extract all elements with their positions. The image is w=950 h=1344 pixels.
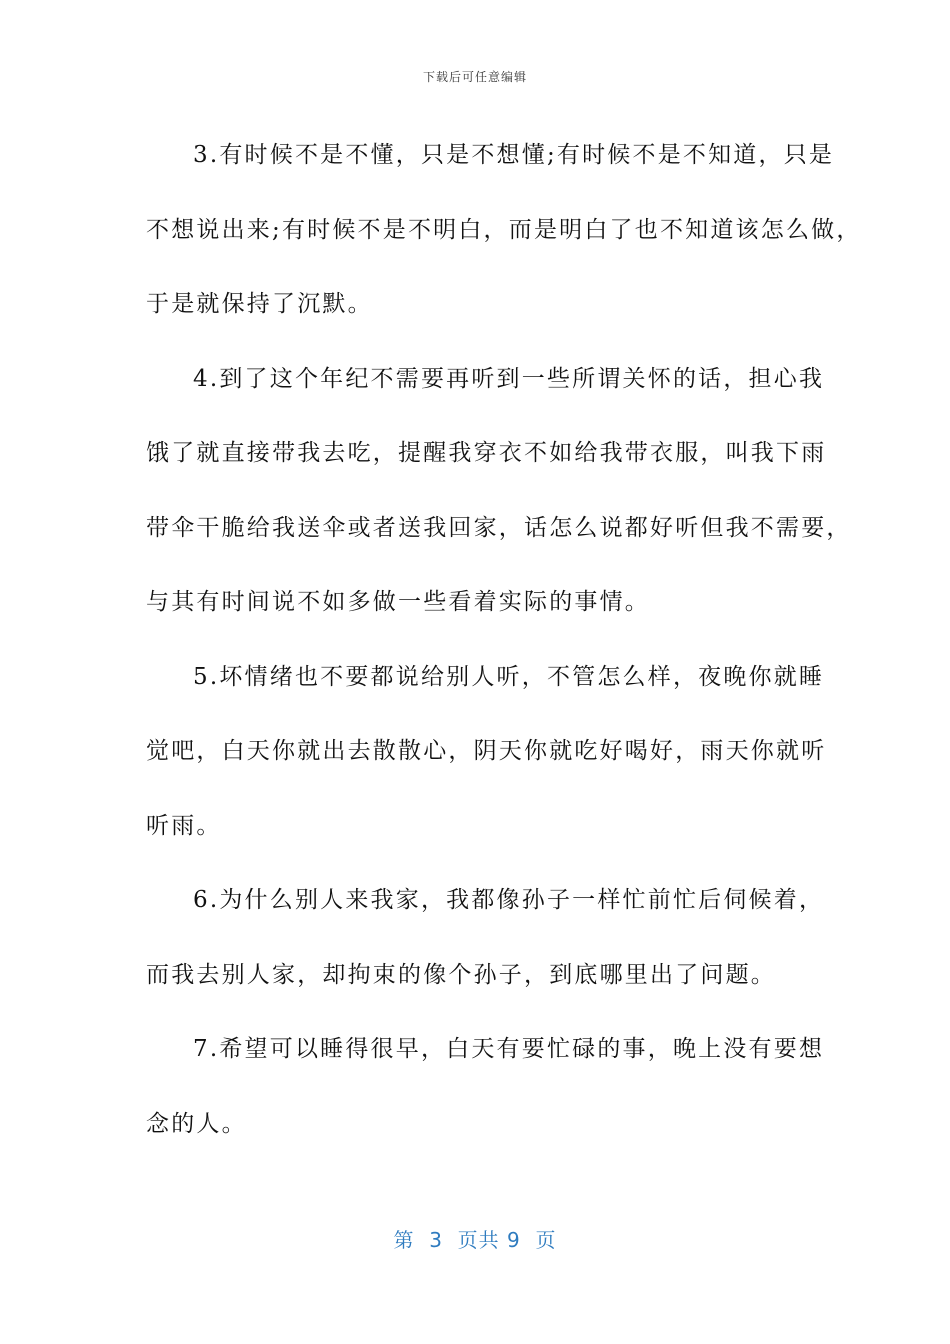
paragraph-line: 而我去别人家，却拘束的像个孙子，到底哪里出了问题。	[146, 961, 776, 988]
page-number-footer: 第 3 页共 9 页	[393, 1228, 557, 1252]
paragraph-4	[146, 342, 852, 640]
paragraph-line: 觉吧，白天你就出去散散心，阴天你就吃好喝好，雨天你就听	[146, 738, 827, 764]
paragraph-line: 7.希望可以睡得很早，白天有要忙碌的事，晚上没有要想	[193, 1036, 825, 1062]
paragraph-line: 4.到了这个年纪不需要再听到一些所谓关怀的话，担心我	[193, 365, 825, 392]
paragraph-line: 3.有时候不是不懂，只是不想懂;有时候不是不知道，只是	[193, 142, 835, 168]
paragraph-line: 带伞干脆给我送伞或者送我回家，话怎么说都好听但我不需要，	[146, 514, 852, 541]
paragraph-line: 念的人。	[146, 1110, 247, 1137]
paragraph-line: 5.坏情绪也不要都说给别人听，不管怎么样，夜晚你就睡	[193, 663, 825, 690]
paragraph-5	[146, 640, 827, 864]
paragraph-line: 饿了就直接带我去吃，提醒我穿衣不如给我带衣服，叫我下雨	[146, 440, 827, 466]
paragraph-line: 与其有时间说不如多做一些看着实际的事情。	[146, 589, 650, 615]
paragraph-3	[146, 118, 862, 342]
header-note: 下载后可任意编辑	[422, 70, 527, 84]
document-body	[146, 118, 862, 1161]
paragraph-line: 6.为什么别人来我家，我都像孙子一样忙前忙后伺候着，	[193, 887, 825, 913]
paragraph-6	[146, 863, 825, 1012]
paragraph-line: 于是就保持了沉默。	[146, 291, 373, 317]
paragraph-7	[146, 1012, 825, 1161]
paragraph-line: 听雨。	[146, 812, 222, 839]
paragraph-line: 不想说出来;有时候不是不明白，而是明白了也不知道该怎么做，	[146, 216, 862, 243]
